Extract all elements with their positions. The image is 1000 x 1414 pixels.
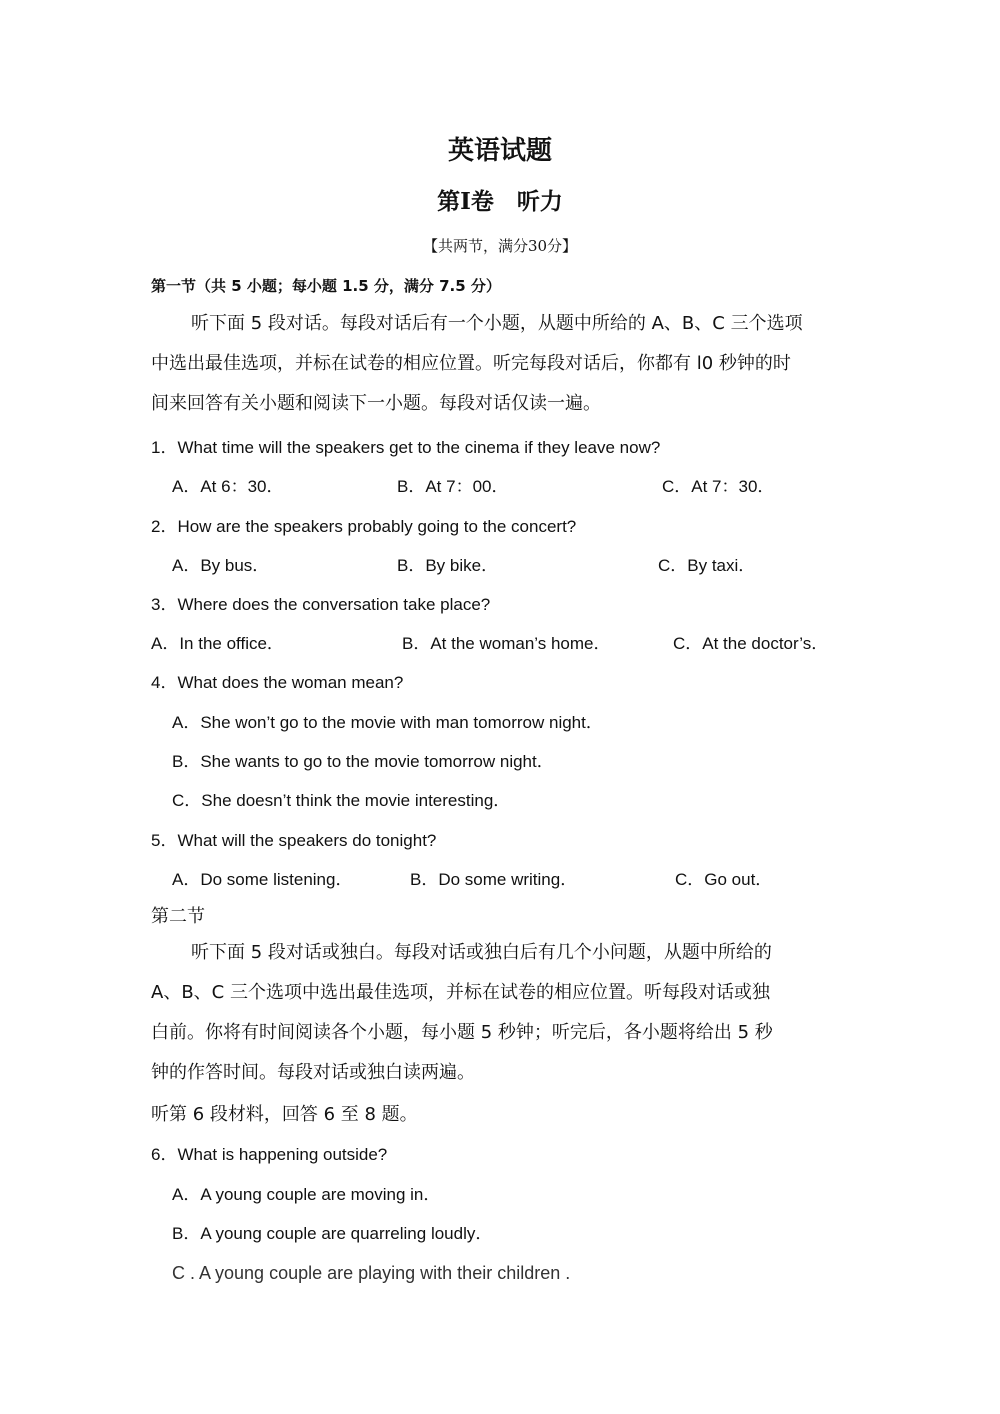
question-4: 4．What does the woman mean? [151, 673, 404, 692]
question-2-option-c: C．By taxi． [658, 556, 756, 575]
question-5: 5．What will the speakers do tonight? [151, 831, 437, 850]
question-2-option-b: B．By bike． [397, 556, 499, 575]
page-title: 英语试题 [447, 136, 552, 166]
section1-heading: 第一节（共 5 小题；每小题 1.5 分，满分 7.5 分） [151, 277, 501, 295]
section2-heading: 第二节 [151, 906, 205, 927]
score-note: 【共两节，满分30分】 [422, 237, 578, 255]
section1-instructions-line: 中选出最佳选项，并标在试卷的相应位置。听完每段对话后，你都有 l0 秒钟的时 [151, 353, 791, 374]
question-5-option-a: A．Do some listening． [172, 870, 353, 889]
question-4-option-a: A．She won’t go to the movie with man tomorrow night． [172, 713, 603, 732]
question-3: 3．Where does the conversation take place? [151, 595, 491, 614]
section2-instructions-line: A、B、C 三个选项中选出最佳选项，并标在试卷的相应位置。听每段对话或独 [151, 982, 770, 1003]
section2-instructions-line: 白前。你将有时间阅读各个小题，每小题 5 秒钟；听完后，各小题将给出 5 秒 [151, 1022, 773, 1043]
question-4-option-b: B．She wants to go to the movie tomorrow night． [172, 752, 554, 771]
question-1-option-a: A．At 6：30． [172, 477, 284, 496]
section1-instructions-line: 听下面 5 段对话。每段对话后有一个小题，从题中所给的 A、B、C 三个选项 [191, 313, 803, 334]
question-3-option-b: B．At the woman’s home． [402, 634, 611, 653]
question-2-option-a: A．By bus． [172, 556, 270, 575]
question-6-option-a: A．A young couple are moving in． [172, 1185, 441, 1204]
section1-instructions [151, 304, 803, 424]
question-1-option-b: B．At 7：00． [397, 477, 509, 496]
question-5-option-b: B．Do some writing． [410, 870, 578, 889]
question-2: 2．How are the speakers probably going to the concert? [151, 517, 577, 536]
question-6-option-b: B．A young couple are quarreling loudly． [172, 1224, 493, 1243]
question-3-option-c: C．At the doctor’s． [673, 634, 829, 653]
part-title: 第Ⅰ卷 听力 [437, 188, 563, 215]
question-4-option-c: C．She doesn’t think the movie interesting． [172, 791, 511, 810]
question-6: 6．What is happening outside? [151, 1145, 388, 1164]
material-note: 听第 6 段材料，回答 6 至 8 题。 [151, 1104, 418, 1125]
question-3-option-a: A．In the office． [151, 634, 284, 653]
question-1-option-c: C．At 7：30． [662, 477, 775, 496]
section2-instructions [151, 933, 773, 1093]
question-1: 1．What time will the speakers get to the cinema if they leave now? [151, 438, 661, 457]
section1-instructions-line: 间来回答有关小题和阅读下一小题。每段对话仅读一遍。 [151, 393, 601, 414]
question-5-option-c: C．Go out． [675, 870, 773, 889]
section2-instructions-line: 钟的作答时间。每段对话或独白读两遍。 [151, 1062, 475, 1083]
section2-instructions-line: 听下面 5 段对话或独白。每段对话或独白后有几个小问题，从题中所给的 [191, 942, 772, 963]
question-6-option-c: C . A young couple are playing with their children . [172, 1263, 571, 1283]
